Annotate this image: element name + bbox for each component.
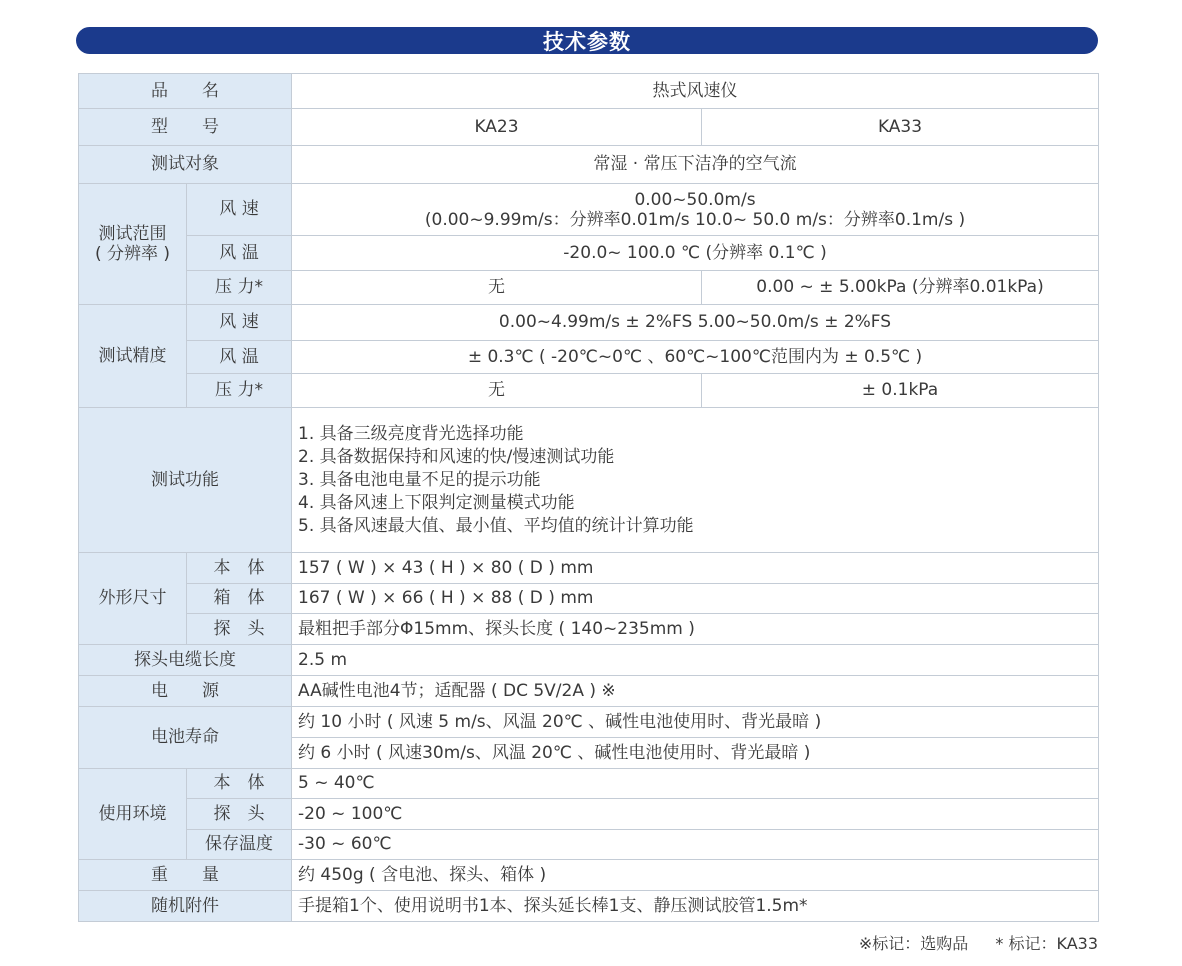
row-group-label: 使用环境 <box>79 769 187 860</box>
cell-value: ± 0.1kPa <box>702 374 1099 408</box>
cell-value: 常湿 · 常压下洁净的空气流 <box>292 146 1099 184</box>
footnote-ka33: * 标记：KA33 <box>995 934 1098 953</box>
table-row-accuracy-wind-speed <box>79 305 1099 341</box>
list-item: 1. 具备三级亮度背光选择功能 <box>298 423 524 444</box>
value-line: 0.00~50.0m/s <box>634 189 756 210</box>
cell-value: ± 0.3℃ ( -20℃~0℃ 、60℃~100℃范围内为 ± 0.5℃ ) <box>292 341 1099 374</box>
list-item: 4. 具备风速上下限判定测量模式功能 <box>298 492 575 513</box>
row-label: 探头电缆长度 <box>79 645 292 676</box>
sub-label: 风 温 <box>187 236 292 271</box>
row-label: 型 号 <box>79 109 292 146</box>
cell-value: 约 10 小时 ( 风速 5 m/s、风温 20℃ 、碱性电池使用时、背光最暗 ) <box>292 707 1099 738</box>
table-row-environment-probe <box>79 799 1099 830</box>
cell-value: 约 6 小时 ( 风速30m/s、风温 20℃ 、碱性电池使用时、背光最暗 ) <box>292 738 1099 769</box>
cell-value: KA33 <box>702 109 1099 146</box>
table-row-range-wind-speed <box>79 184 1099 236</box>
table-row-range-wind-temp <box>79 236 1099 271</box>
sub-label: 探 头 <box>187 799 292 830</box>
page-title: 技术参数 <box>543 29 631 54</box>
table-row-power <box>79 676 1099 707</box>
row-label: 电池寿命 <box>79 707 292 769</box>
table-row-accessories <box>79 891 1099 922</box>
row-group-label: 外形尺寸 <box>79 553 187 645</box>
sub-label: 保存温度 <box>187 830 292 860</box>
table-row-target <box>79 146 1099 184</box>
table-row-dimensions-probe <box>79 614 1099 645</box>
table-row-range-pressure <box>79 271 1099 305</box>
table-row-battery-1 <box>79 707 1099 738</box>
sub-label: 箱 体 <box>187 584 292 614</box>
list-item: 2. 具备数据保持和风速的快/慢速测试功能 <box>298 446 615 467</box>
row-label: 品 名 <box>79 74 292 109</box>
table-row-model <box>79 109 1099 146</box>
cell-value: 无 <box>292 374 702 408</box>
row-label: 测试功能 <box>79 408 292 553</box>
value-line: (0.00~9.99m/s：分辨率0.01m/s 10.0~ 50.0 m/s：分辨率0.1m/s ) <box>424 209 966 230</box>
table-row-product-name <box>79 74 1099 109</box>
spec-table <box>78 73 1099 922</box>
cell-value: 5 ~ 40℃ <box>292 769 1099 799</box>
cell-value: 157 ( W ) × 43 ( H ) × 80 ( D ) mm <box>292 553 1099 584</box>
cell-value: 0.00 ~ ± 5.00kPa (分辨率0.01kPa) <box>702 271 1099 305</box>
title-banner <box>76 27 1098 54</box>
table-row-cable <box>79 645 1099 676</box>
row-group-label: 测试精度 <box>79 305 187 408</box>
list-item: 3. 具备电池电量不足的提示功能 <box>298 469 541 490</box>
row-label: 测试对象 <box>79 146 292 184</box>
footnote <box>837 931 1098 954</box>
table-row-weight <box>79 860 1099 891</box>
table-row-environment-storage <box>79 830 1099 860</box>
cell-value: -20.0~ 100.0 ℃ (分辨率 0.1℃ ) <box>292 236 1099 271</box>
table-row-functions <box>79 408 1099 553</box>
cell-value: AA碱性电池4节；适配器 ( DC 5V/2A ) ※ <box>292 676 1099 707</box>
cell-value: -20 ~ 100℃ <box>292 799 1099 830</box>
list-item: 5. 具备风速最大值、最小值、平均值的统计计算功能 <box>298 515 694 536</box>
sub-label: 探 头 <box>187 614 292 645</box>
sub-label: 风 速 <box>187 184 292 236</box>
function-list <box>292 408 1099 553</box>
table-row-dimensions-body <box>79 553 1099 584</box>
cell-value: 0.00~4.99m/s ± 2%FS 5.00~50.0m/s ± 2%FS <box>292 305 1099 341</box>
table-row-accuracy-wind-temp <box>79 341 1099 374</box>
sub-label: 本 体 <box>187 769 292 799</box>
table-row-environment-body <box>79 769 1099 799</box>
footnote-optional: ※标记：选购品 <box>858 934 969 953</box>
cell-value: 2.5 m <box>292 645 1099 676</box>
cell-value: 约 450g ( 含电池、探头、箱体 ) <box>292 860 1099 891</box>
sub-label: 压 力* <box>187 374 292 408</box>
sub-label: 压 力* <box>187 271 292 305</box>
cell-value: KA23 <box>292 109 702 146</box>
row-label: 随机附件 <box>79 891 292 922</box>
sub-label: 风 速 <box>187 305 292 341</box>
table-row-accuracy-pressure <box>79 374 1099 408</box>
cell-value: 手提箱1个、使用说明书1本、探头延长棒1支、静压测试胶管1.5m* <box>292 891 1099 922</box>
cell-value: 167 ( W ) × 66 ( H ) × 88 ( D ) mm <box>292 584 1099 614</box>
row-label: 重 量 <box>79 860 292 891</box>
row-group-label <box>79 184 187 305</box>
table-row-dimensions-case <box>79 584 1099 614</box>
label-line: 测试范围 <box>98 224 167 244</box>
row-label: 电 源 <box>79 676 292 707</box>
cell-value: 最粗把手部分Φ15mm、探头长度 ( 140~235mm ) <box>292 614 1099 645</box>
cell-value <box>292 184 1099 236</box>
cell-value: 无 <box>292 271 702 305</box>
sub-label: 本 体 <box>187 553 292 584</box>
cell-value: -30 ~ 60℃ <box>292 830 1099 860</box>
sub-label: 风 温 <box>187 341 292 374</box>
label-line: ( 分辨率 ) <box>94 244 171 264</box>
cell-value: 热式风速仪 <box>292 74 1099 109</box>
